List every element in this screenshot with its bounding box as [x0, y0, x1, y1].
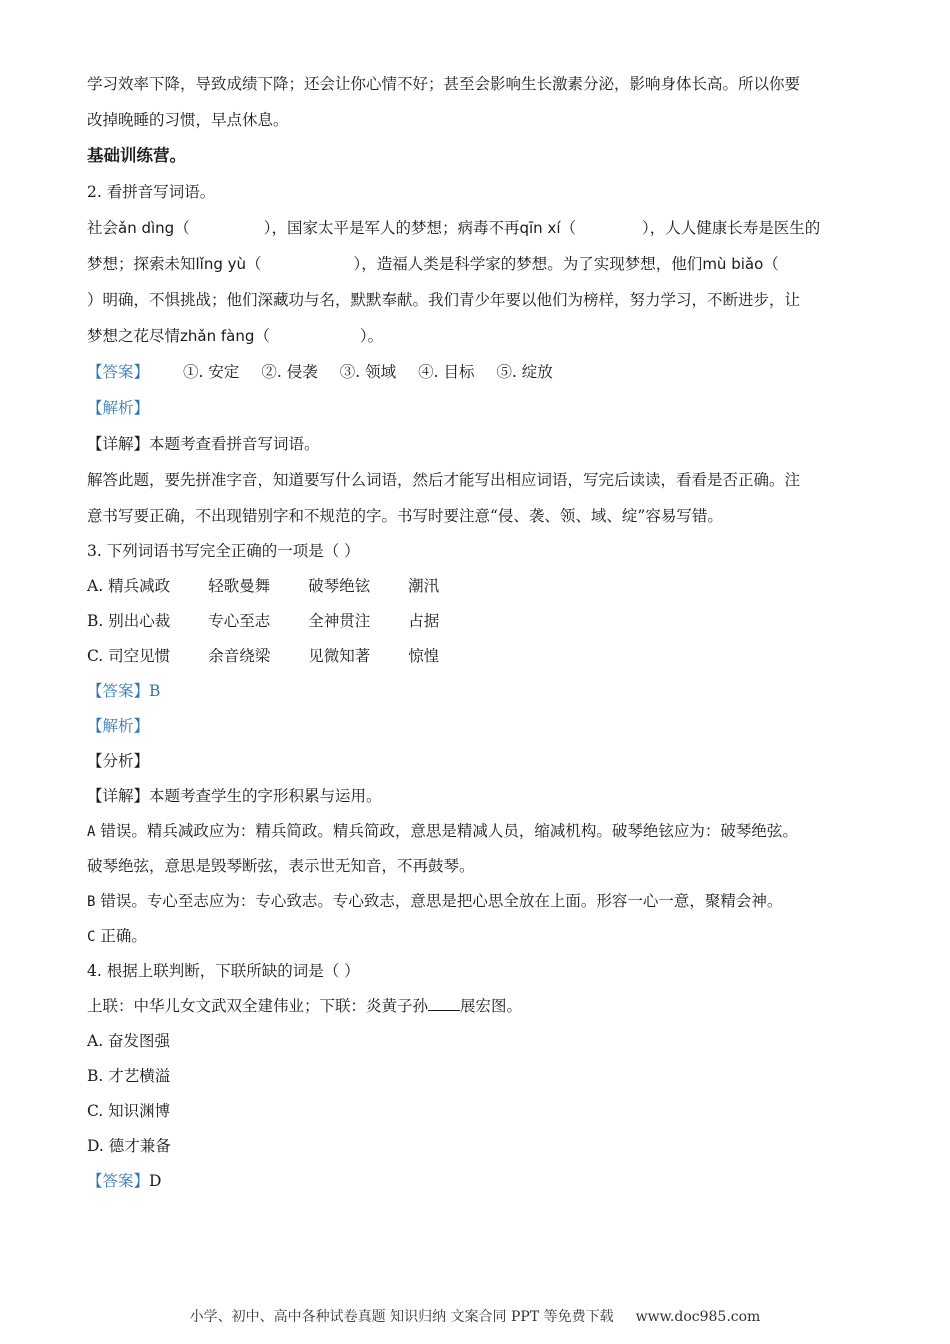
q3-analysis-tag: 【解析】 — [87, 717, 150, 735]
pinyin: mù biǎo — [702, 255, 764, 273]
q3-stem: 3. 下列词语书写完全正确的一项是（ ） — [87, 542, 360, 560]
section-title: 基础训练营。 — [87, 146, 186, 165]
q3-expl-a-1: A 错误。精兵减政应为：精兵简政。精兵简政，意思是精减人员，缩减机构。破琴绝铉应为：破琴绝弦。 — [87, 822, 798, 840]
q2-detail: 【详解】本题考查看拼音写词语。 — [87, 435, 320, 453]
footer-url[interactable]: www.doc985.com — [635, 1309, 761, 1325]
pinyin: qīn xí — [519, 219, 561, 237]
q3-expl-a-2: 破琴绝弦，意思是毁琴断弦，表示世无知音，不再鼓琴。 — [87, 857, 475, 875]
q2-analysis-tag: 【解析】 — [87, 399, 150, 417]
document-page — [87, 66, 872, 1199]
fill-blank — [428, 992, 460, 1011]
q2-line-4: 梦想之花尽情zhǎn fàng（ ）。 — [87, 327, 384, 345]
q3-option-c: C. 司空见惯 余音绕梁 见微知著 惊惶 — [87, 647, 440, 665]
page-footer: 小学、初中、高中各种试卷真题 知识归纳 文案合同 PPT 等免费下载 www.doc985.com — [189, 1309, 761, 1325]
q3-expl-c: C 正确。 — [87, 927, 147, 945]
q3-expl-b: B 错误。专心至志应为：专心致志。专心致志，意思是把心思全放在上面。形容一心一意，聚精会神。 — [87, 892, 783, 910]
q2-line-2: 梦想；探索未知lǐng yù（ ），造福人类是科学家的梦想。为了实现梦想，他们mù biǎo（ — [87, 255, 779, 273]
q2-answer: 【答案】 ①. 安定 ②. 侵袭 ③. 领域 ④. 目标 ⑤. 绽放 — [87, 363, 553, 381]
intro-line-2: 改掉晚睡的习惯，早点休息。 — [87, 111, 289, 129]
q4-option-a: A. 奋发图强 — [87, 1032, 171, 1050]
q4-answer: 【答案】D — [87, 1172, 162, 1190]
pinyin: lǐng yù — [195, 255, 247, 273]
q2-line-1: 社会ǎn dìng（ ），国家太平是军人的梦想；病毒不再qīn xí（ ），人人健康长寿是医生的 — [87, 219, 821, 237]
q4-option-d: D. 德才兼备 — [87, 1137, 171, 1155]
q2-stem: 2. 看拼音写词语。 — [87, 183, 216, 201]
q3-answer: 【答案】B — [87, 682, 161, 700]
intro-line-1: 学习效率下降，导致成绩下降；还会让你心情不好；甚至会影响生长激素分泌，影响身体长高。所以你要 — [87, 75, 801, 93]
q2-line-3: ）明确，不惧挑战；他们深藏功与名，默默奉献。我们青少年要以他们为榜样，努力学习，不断进步，让 — [87, 291, 801, 309]
q3-option-b: B. 别出心裁 专心至志 全神贯注 占据 — [87, 612, 440, 630]
q3-fenxi-tag: 【分析】 — [87, 752, 150, 770]
q4-stem: 4. 根据上联判断，下联所缺的词是（ ） — [87, 962, 360, 980]
pinyin: zhǎn fàng — [180, 327, 255, 345]
q4-couplet: 上联：中华儿女文武双全建伟业；下联：炎黄子孙 展宏图。 — [87, 989, 872, 1024]
q3-detail: 【详解】本题考查学生的字形积累与运用。 — [87, 787, 382, 805]
pinyin: ǎn dìng — [118, 219, 175, 237]
q4-option-c: C. 知识渊博 — [87, 1102, 171, 1120]
q2-expl-1: 解答此题，要先拼准字音，知道要写什么词语，然后才能写出相应词语，写完后读读，看看是否正确。注 — [87, 471, 801, 489]
q2-expl-2: 意书写要正确，不出现错别字和不规范的字。书写时要注意“侵、袭、领、域、绽”容易写错。 — [87, 507, 723, 525]
q4-option-b: B. 才艺横溢 — [87, 1067, 171, 1085]
q3-option-a: A. 精兵减政 轻歌曼舞 破琴绝铉 潮汛 — [87, 577, 440, 595]
